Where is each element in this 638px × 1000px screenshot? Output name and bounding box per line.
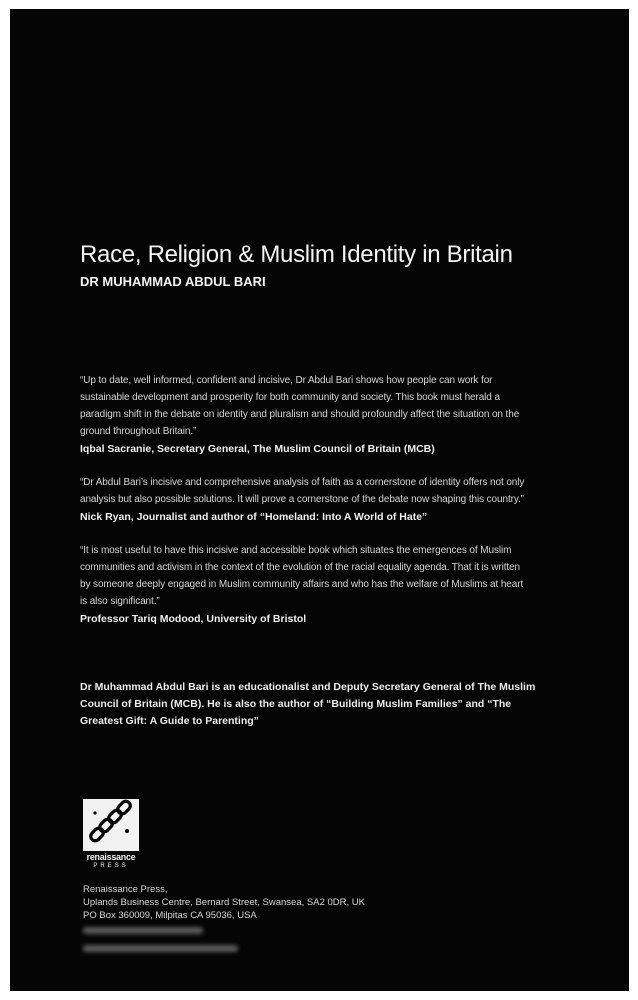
blurred-text [83, 945, 238, 952]
review-attribution: Professor Tariq Modood, University of Bristol [80, 613, 307, 625]
logo-subtext: PRESS [93, 863, 129, 869]
publisher-address-line: PO Box 360009, Milpitas CA 95036, USA [83, 910, 257, 921]
review-quote: “It is most useful to have this incisive and accessible book which situates the emergences of Muslim communities and activism in the context of the evolution of the racial equality agenda. That it is written by someone deeply engaged in Muslim community affairs and who has the welfare of Muslims at heart is also significant.” [80, 545, 524, 607]
review-quote: “Dr Abdul Bari’s incisive and comprehensive analysis of faith as a cornerstone of identity offers not only analysis but also possible solutions. It will prove a cornerstone of the debate now shaping this country.” [80, 477, 525, 505]
review-attribution: Iqbal Sacranie, Secretary General, The Muslim Council of Britain (MCB) [80, 443, 435, 455]
review-item [80, 372, 530, 458]
back-cover [10, 9, 629, 991]
publisher-address [83, 883, 365, 922]
book-title: Race, Religion & Muslim Identity in Britain [80, 241, 513, 268]
chain-link-icon [83, 799, 139, 851]
review-item [80, 474, 530, 526]
publisher-address-line: Uplands Business Centre, Bernard Street, Swansea, SA2 0DR, UK [83, 897, 365, 908]
publisher-name: Renaissance Press, [83, 884, 168, 895]
logo-wordmark: renaissance [86, 852, 136, 862]
book-author: DR MUHAMMAD ABDUL BARI [80, 274, 266, 289]
author-bio: Dr Muhammad Abdul Bari is an educationalist and Deputy Secretary General of The Muslim Council of Britain (MCB). He is also the author of “Building Muslim Families” and “The Greatest Gift: A Guide to Parenting” [80, 681, 536, 727]
review-item [80, 542, 530, 628]
review-quote: “Up to date, well informed, confident and incisive, Dr Abdul Bari shows how people can work for sustainable development and prosperity for both community and society. This book must herald a paradigm shift in the debate on identity and pluralism and should profoundly affect the situation on the ground throughout Britain.” [80, 375, 520, 437]
reviews [80, 372, 530, 644]
review-attribution: Nick Ryan, Journalist and author of “Homeland: Into A World of Hate” [80, 511, 428, 523]
publisher-logo [83, 799, 139, 871]
blurred-text [83, 927, 203, 934]
